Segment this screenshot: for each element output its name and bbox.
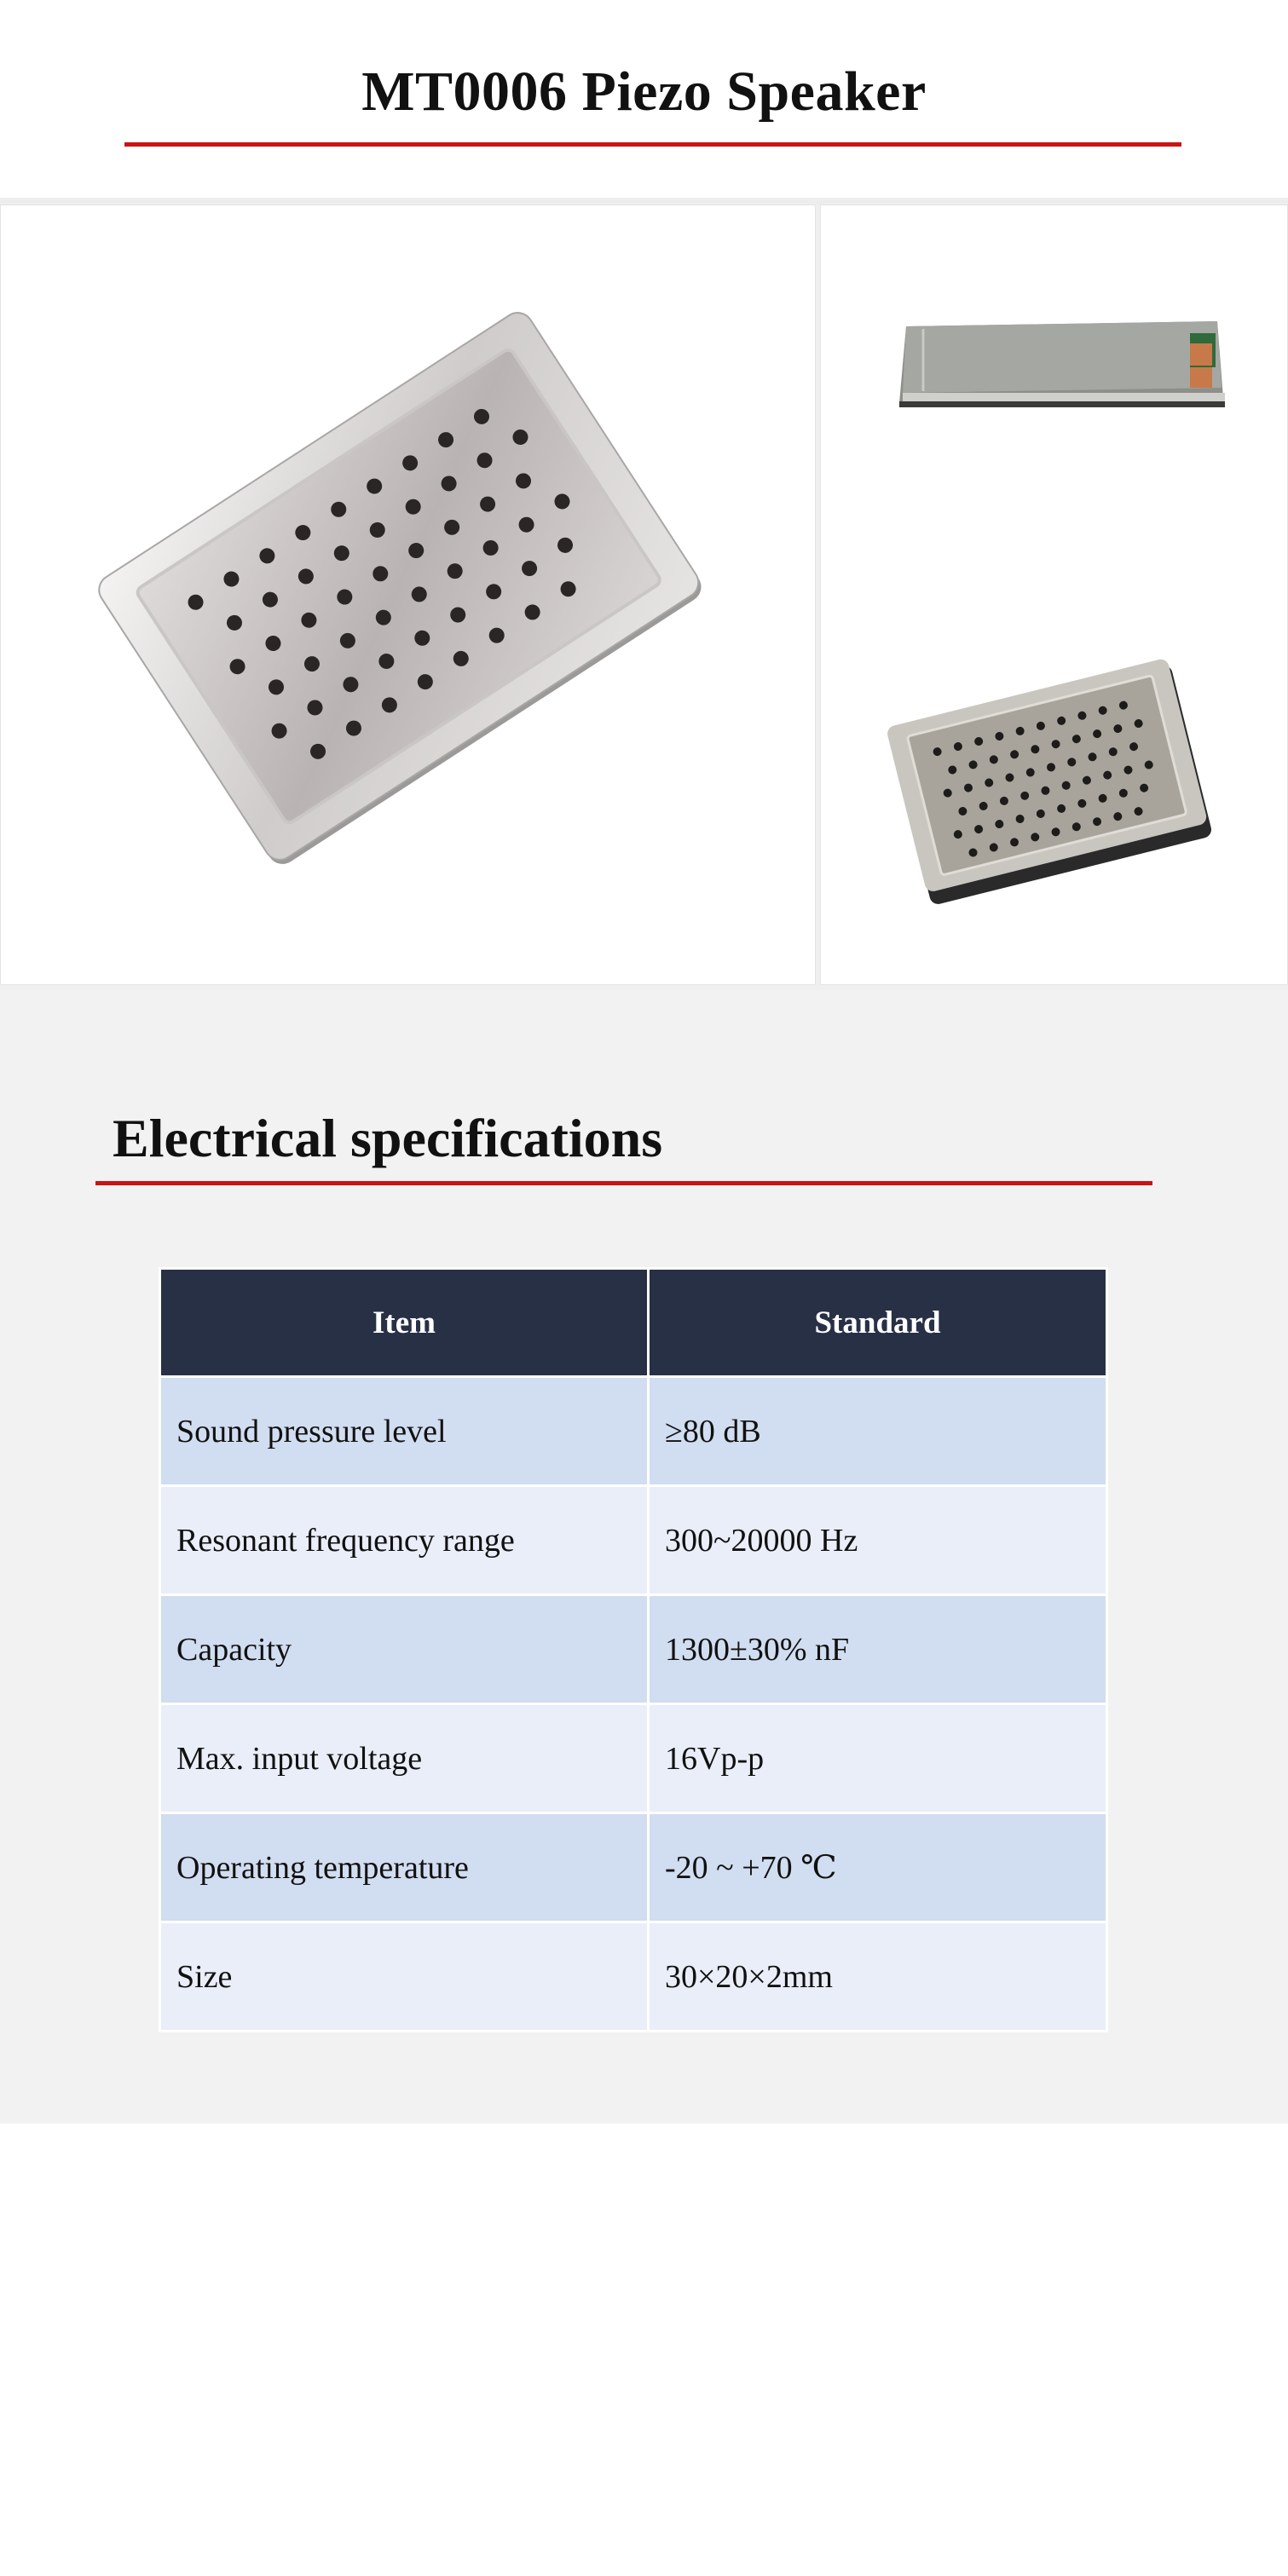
spec-item-cell: Sound pressure level xyxy=(160,1377,649,1486)
spec-item-cell: Max. input voltage xyxy=(160,1704,649,1813)
speaker-side-photos xyxy=(820,205,1288,985)
speaker-side-profile-photo xyxy=(899,321,1225,407)
spec-standard-cell: ≥80 dB xyxy=(649,1377,1107,1486)
speaker-top-perspective-photo xyxy=(886,657,1213,906)
column-header-standard: Standard xyxy=(649,1269,1107,1377)
spec-standard-cell: 16Vp-p xyxy=(649,1704,1107,1813)
table-row xyxy=(160,1486,1107,1595)
page-title: MT0006 Piezo Speaker xyxy=(361,61,927,123)
speaker-front-angled-photo xyxy=(0,205,816,985)
table-row xyxy=(160,1377,1107,1486)
page-bottom-whitespace xyxy=(0,2124,1288,2576)
spec-table xyxy=(159,1267,1108,2032)
table-row xyxy=(160,1813,1107,1922)
spec-standard-cell: -20 ~ +70 ℃ xyxy=(649,1813,1107,1922)
section-underline xyxy=(95,1181,1152,1185)
speaker-front-angled-illustration xyxy=(1,205,817,986)
spec-standard-cell: 30×20×2mm xyxy=(649,1922,1107,2031)
spec-standard-cell: 300~20000 Hz xyxy=(649,1486,1107,1595)
spec-item-cell: Operating temperature xyxy=(160,1813,649,1922)
spec-item-cell: Capacity xyxy=(160,1595,649,1704)
section-heading: Electrical specifications xyxy=(113,1108,663,1168)
spec-standard-cell: 1300±30% nF xyxy=(649,1595,1107,1704)
table-row xyxy=(160,1704,1107,1813)
title-block xyxy=(0,0,1288,198)
table-row xyxy=(160,1595,1107,1704)
spec-item-cell: Resonant frequency range xyxy=(160,1486,649,1595)
table-row xyxy=(160,1922,1107,2031)
column-header-item: Item xyxy=(160,1269,649,1377)
product-gallery xyxy=(0,205,1288,990)
title-underline xyxy=(124,142,1181,147)
separator-band xyxy=(0,198,1288,205)
table-header-row xyxy=(160,1269,1107,1377)
electrical-specifications-section xyxy=(0,990,1288,2124)
speaker-side-illustrations xyxy=(821,205,1288,986)
spec-item-cell: Size xyxy=(160,1922,649,2031)
